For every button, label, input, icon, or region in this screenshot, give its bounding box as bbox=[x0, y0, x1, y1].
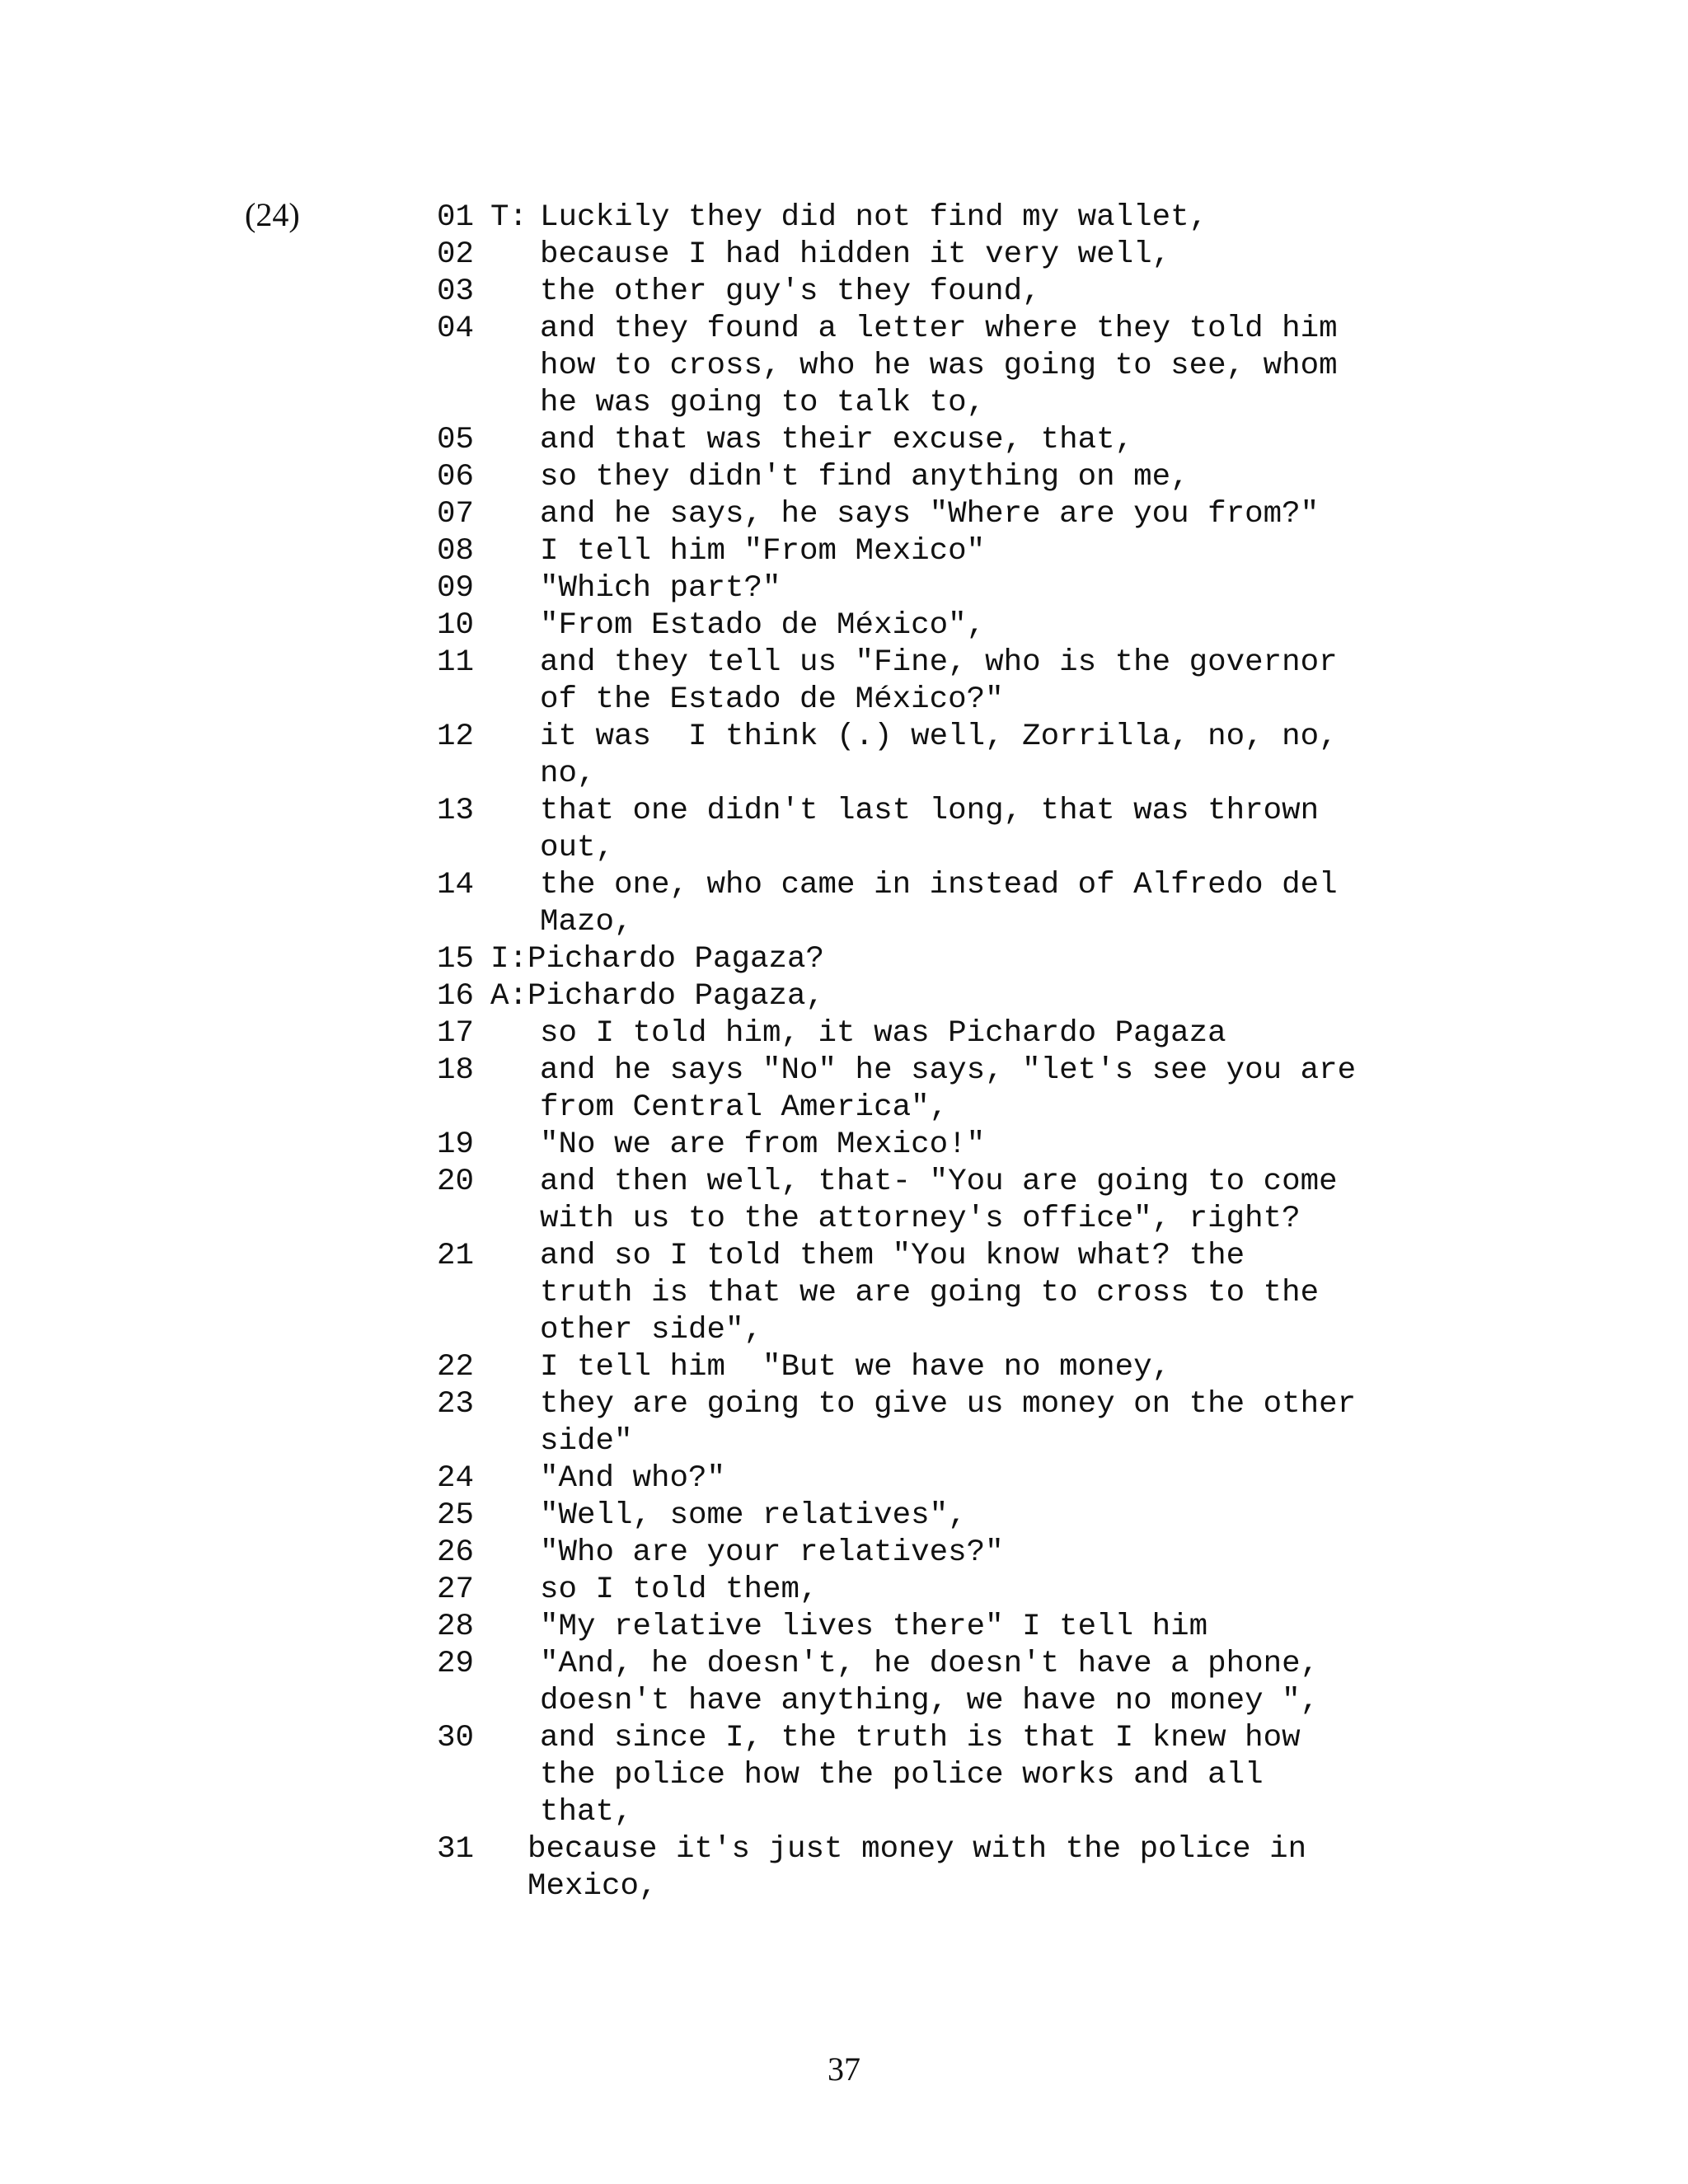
transcript-line bbox=[437, 719, 1447, 793]
line-text bbox=[540, 793, 1447, 867]
line-text-segment: Pichardo Pagaza, bbox=[528, 979, 825, 1014]
line-number: 12 bbox=[437, 719, 475, 754]
transcript-line bbox=[437, 237, 1447, 274]
transcript-line bbox=[437, 422, 1447, 459]
transcript-line bbox=[437, 1572, 1447, 1609]
line-text-segment: from Central America", bbox=[540, 1090, 949, 1125]
line-number: 21 bbox=[437, 1239, 475, 1273]
transcript-line bbox=[437, 1164, 1447, 1238]
line-text-segment: "Which part?" bbox=[540, 571, 781, 606]
line-text bbox=[540, 1386, 1447, 1460]
line-text-segment: so I told them, bbox=[540, 1572, 818, 1607]
transcript-line bbox=[437, 607, 1447, 644]
line-text-segment: so I told him, it was Pichardo Pagaza bbox=[540, 1016, 1226, 1051]
transcript-line bbox=[437, 496, 1447, 533]
transcript-line bbox=[437, 1646, 1447, 1720]
transcript-line bbox=[437, 793, 1447, 867]
line-number: 05 bbox=[437, 423, 475, 457]
line-text-segment: out, bbox=[540, 831, 615, 865]
line-text-segment: because I had hidden it very well, bbox=[540, 237, 1171, 272]
line-number: 29 bbox=[437, 1647, 475, 1681]
line-text bbox=[540, 496, 1447, 533]
page-number: 37 bbox=[828, 2050, 860, 2088]
transcript-line bbox=[437, 1609, 1447, 1646]
transcript-line bbox=[437, 459, 1447, 496]
transcript bbox=[437, 199, 1447, 1905]
line-text-segment: Luckily they did not find my wallet, bbox=[540, 200, 1208, 235]
line-text-segment: doesn't have anything, we have no money ", bbox=[540, 1684, 1320, 1718]
line-text-segment: so they didn't find anything on me, bbox=[540, 460, 1189, 494]
line-text bbox=[528, 1831, 1434, 1905]
line-text bbox=[540, 1535, 1447, 1572]
line-text-segment: side" bbox=[540, 1424, 633, 1459]
line-text bbox=[540, 719, 1447, 793]
line-text-segment: "No we are from Mexico!" bbox=[540, 1127, 986, 1162]
transcript-line bbox=[437, 570, 1447, 607]
example-number: (24) bbox=[245, 196, 300, 233]
line-text-segment: I tell him "From Mexico" bbox=[540, 534, 986, 569]
line-text-segment: truth is that we are going to cross to the bbox=[540, 1276, 1320, 1310]
line-text-segment: how to cross, who he was going to see, whom bbox=[540, 349, 1338, 383]
line-text-segment: "From Estado de México", bbox=[540, 608, 986, 643]
line-number: 18 bbox=[437, 1053, 475, 1088]
transcript-line bbox=[437, 644, 1447, 719]
line-number: 23 bbox=[437, 1387, 475, 1422]
transcript-line bbox=[437, 867, 1447, 941]
line-text bbox=[540, 274, 1447, 311]
line-text-segment: no, bbox=[540, 757, 596, 791]
line-text-segment: and he says, he says "Where are you from?" bbox=[540, 497, 1320, 532]
line-text bbox=[540, 1238, 1447, 1349]
line-text-segment: "And, he doesn't, he doesn't have a phone, bbox=[540, 1647, 1320, 1681]
line-text-segment: and he says "No" he says, "let's see you are bbox=[540, 1053, 1357, 1088]
line-text bbox=[540, 422, 1447, 459]
line-text-segment: the one, who came in instead of Alfredo del bbox=[540, 868, 1338, 902]
line-number: 19 bbox=[437, 1127, 475, 1162]
line-text bbox=[540, 1609, 1447, 1646]
line-number: 17 bbox=[437, 1016, 475, 1051]
line-text-segment: I tell him "But we have no money, bbox=[540, 1350, 1171, 1385]
transcript-line bbox=[437, 1386, 1447, 1460]
transcript-line bbox=[437, 941, 1447, 978]
line-number: 09 bbox=[437, 571, 475, 606]
transcript-line bbox=[437, 978, 1447, 1015]
line-text-segment: the police how the police works and all bbox=[540, 1758, 1264, 1793]
line-text bbox=[540, 459, 1447, 496]
line-text bbox=[540, 1052, 1447, 1127]
line-number: 15 bbox=[437, 942, 475, 977]
line-text-segment: it was I think (.) well, Zorrilla, no, no, bbox=[540, 719, 1338, 754]
line-number: 25 bbox=[437, 1498, 475, 1533]
line-text-segment: "Well, some relatives", bbox=[540, 1498, 967, 1533]
line-text-segment: other side", bbox=[540, 1313, 763, 1347]
transcript-line bbox=[437, 274, 1447, 311]
line-text bbox=[528, 978, 1434, 1015]
line-text bbox=[540, 1646, 1447, 1720]
line-text-segment: Mexico, bbox=[528, 1869, 658, 1904]
line-text-segment: they are going to give us money on the other bbox=[540, 1387, 1357, 1422]
speaker-label: A: bbox=[490, 979, 528, 1014]
speaker-label: I: bbox=[490, 942, 528, 977]
line-number: 26 bbox=[437, 1535, 475, 1570]
transcript-line bbox=[437, 533, 1447, 570]
line-text bbox=[540, 1127, 1447, 1164]
line-text-segment: of the Estado de México?" bbox=[540, 682, 1004, 717]
line-number: 07 bbox=[437, 497, 475, 532]
line-text-segment: that one didn't last long, that was thrown bbox=[540, 794, 1320, 828]
line-text bbox=[540, 311, 1447, 422]
transcript-line bbox=[437, 1831, 1447, 1905]
line-text bbox=[540, 607, 1447, 644]
line-text-segment: and that was their excuse, that, bbox=[540, 423, 1134, 457]
line-number: 27 bbox=[437, 1572, 475, 1607]
line-number: 01 bbox=[437, 200, 475, 235]
line-number: 02 bbox=[437, 237, 475, 272]
transcript-line bbox=[437, 199, 1447, 237]
line-text-segment: Mazo, bbox=[540, 905, 633, 940]
transcript-line bbox=[437, 311, 1447, 422]
transcript-line bbox=[437, 1460, 1447, 1497]
line-text bbox=[540, 1720, 1447, 1831]
line-text bbox=[540, 644, 1447, 719]
transcript-line bbox=[437, 1349, 1447, 1386]
line-number: 06 bbox=[437, 460, 475, 494]
line-text bbox=[540, 1349, 1447, 1386]
line-text-segment: and they found a letter where they told him bbox=[540, 312, 1338, 346]
line-text bbox=[540, 1460, 1447, 1497]
transcript-line bbox=[437, 1238, 1447, 1349]
line-text bbox=[540, 1164, 1447, 1238]
line-number: 16 bbox=[437, 979, 475, 1014]
line-text-segment: Pichardo Pagaza? bbox=[528, 942, 825, 977]
line-number: 11 bbox=[437, 645, 475, 680]
line-text-segment: and since I, the truth is that I knew how bbox=[540, 1721, 1301, 1755]
line-number: 31 bbox=[437, 1832, 475, 1867]
transcript-line bbox=[437, 1720, 1447, 1831]
line-text bbox=[540, 867, 1447, 941]
line-number: 20 bbox=[437, 1165, 475, 1199]
line-text bbox=[540, 570, 1447, 607]
transcript-line bbox=[437, 1052, 1447, 1127]
line-text bbox=[540, 533, 1447, 570]
line-text bbox=[540, 199, 1447, 237]
line-text-segment: and they tell us "Fine, who is the governor bbox=[540, 645, 1338, 680]
transcript-line bbox=[437, 1535, 1447, 1572]
line-text-segment: he was going to talk to, bbox=[540, 386, 986, 420]
line-number: 30 bbox=[437, 1721, 475, 1755]
line-text-segment: "My relative lives there" I tell him bbox=[540, 1610, 1208, 1644]
line-text-segment: with us to the attorney's office", right? bbox=[540, 1202, 1301, 1236]
line-text bbox=[540, 1572, 1447, 1609]
line-text bbox=[540, 1497, 1447, 1535]
transcript-line bbox=[437, 1127, 1447, 1164]
line-text-segment: "Who are your relatives?" bbox=[540, 1535, 1004, 1570]
line-text bbox=[528, 941, 1434, 978]
line-number: 28 bbox=[437, 1610, 475, 1644]
line-number: 10 bbox=[437, 608, 475, 643]
line-text bbox=[540, 237, 1447, 274]
speaker-label: T: bbox=[490, 200, 528, 235]
line-text bbox=[540, 1015, 1447, 1052]
line-text-segment: "And who?" bbox=[540, 1461, 726, 1496]
line-number: 24 bbox=[437, 1461, 475, 1496]
line-number: 03 bbox=[437, 274, 475, 309]
line-text-segment: and so I told them "You know what? the bbox=[540, 1239, 1245, 1273]
line-number: 22 bbox=[437, 1350, 475, 1385]
line-text-segment: the other guy's they found, bbox=[540, 274, 1041, 309]
line-number: 14 bbox=[437, 868, 475, 902]
line-text-segment: and then well, that- "You are going to come bbox=[540, 1165, 1338, 1199]
line-text-segment: that, bbox=[540, 1795, 633, 1830]
line-number: 08 bbox=[437, 534, 475, 569]
transcript-line bbox=[437, 1497, 1447, 1535]
line-number: 04 bbox=[437, 312, 475, 346]
transcript-line bbox=[437, 1015, 1447, 1052]
line-number: 13 bbox=[437, 794, 475, 828]
line-text-segment: because it's just money with the police in bbox=[528, 1832, 1307, 1867]
